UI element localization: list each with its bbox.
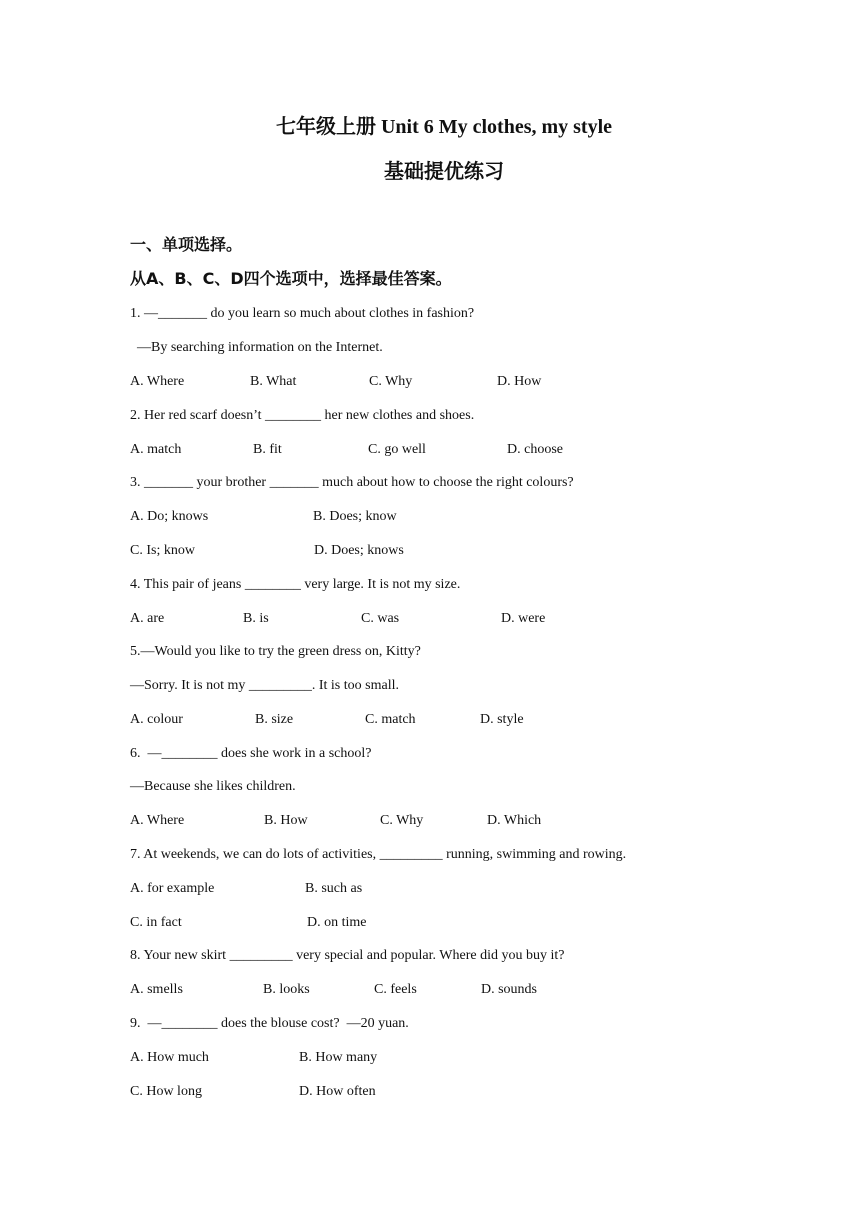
question-6-answer-line: —Because she likes children. — [130, 779, 296, 794]
option-c: C. Why — [380, 813, 424, 828]
question-9-options-row2 — [130, 1083, 830, 1101]
option-a: A. Where — [130, 374, 185, 389]
question-2-options — [130, 441, 830, 459]
option-c: C. in fact — [130, 915, 182, 930]
option-a: A. are — [130, 611, 165, 626]
option-b: B. size — [255, 712, 294, 727]
option-a: A. match — [130, 442, 182, 457]
question-1-stem: 1. —_______ do you learn so much about clothes in fashion? — [130, 306, 475, 321]
question-3-options-row2 — [130, 542, 830, 560]
option-c: C. match — [365, 712, 416, 727]
question-5-answer-line: —Sorry. It is not my _________. It is too small. — [130, 678, 399, 693]
option-d: D. Which — [487, 813, 542, 828]
option-b: B. How many — [299, 1050, 378, 1065]
option-c: C. Is; know — [130, 543, 195, 558]
option-b: B. is — [243, 611, 269, 626]
option-d: D. How — [497, 374, 542, 389]
option-b: B. How — [264, 813, 308, 828]
option-d: D. How often — [299, 1084, 376, 1099]
option-b: B. What — [250, 374, 297, 389]
question-9-options-row1 — [130, 1049, 830, 1067]
question-1-answer-line: —By searching information on the Internet. — [130, 340, 383, 355]
option-a: A. for example — [130, 881, 215, 896]
option-d: D. were — [501, 611, 546, 626]
option-a: A. smells — [130, 982, 183, 997]
question-1-options — [130, 373, 830, 391]
option-a: A. Do; knows — [130, 509, 209, 524]
question-4-options — [130, 610, 830, 628]
page-subtitle: 基础提优练习 — [384, 161, 504, 183]
page-title: 七年级上册 Unit 6 My clothes, my style — [275, 116, 613, 138]
question-8-options — [130, 981, 830, 999]
option-b: B. looks — [263, 982, 310, 997]
option-b: B. such as — [305, 881, 363, 896]
question-6-stem: 6. —________ does she work in a school? — [130, 746, 372, 761]
question-7-options-row1 — [130, 880, 830, 898]
option-c: C. feels — [374, 982, 417, 997]
option-d: D. Does; knows — [314, 543, 404, 558]
option-a: A. colour — [130, 712, 183, 727]
question-7-options-row2 — [130, 914, 830, 932]
option-d: D. sounds — [481, 982, 538, 997]
question-6-options — [130, 812, 830, 830]
option-c: C. How long — [130, 1084, 202, 1099]
question-3-options-row1 — [130, 508, 830, 526]
option-b: B. Does; know — [313, 509, 397, 524]
question-7-stem: 7. At weekends, we can do lots of activities, _________ running, swimming and rowing. — [130, 847, 627, 862]
option-c: C. was — [361, 611, 400, 626]
option-d: D. on time — [307, 915, 367, 930]
option-d: D. style — [480, 712, 524, 727]
option-d: D. choose — [507, 442, 563, 457]
option-c: C. go well — [368, 442, 426, 457]
option-b: B. fit — [253, 442, 282, 457]
question-5-options — [130, 711, 830, 729]
option-a: A. Where — [130, 813, 185, 828]
question-2-stem: 2. Her red scarf doesn’t ________ her new clothes and shoes. — [130, 408, 475, 423]
question-3-stem: 3. _______ your brother _______ much about how to choose the right colours? — [130, 475, 574, 490]
section-heading: 一、单项选择。 — [130, 235, 243, 254]
option-a: A. How much — [130, 1050, 209, 1065]
question-8-stem: 8. Your new skirt _________ very special and popular. Where did you buy it? — [130, 948, 565, 963]
question-4-stem: 4. This pair of jeans ________ very large. It is not my size. — [130, 577, 461, 592]
section-instruction: 从A、B、C、D四个选项中，选择最佳答案。 — [130, 269, 452, 288]
option-c: C. Why — [369, 374, 413, 389]
question-9-stem: 9. —________ does the blouse cost? —20 yuan. — [130, 1016, 409, 1031]
question-5-stem: 5.—Would you like to try the green dress on, Kitty? — [130, 644, 421, 659]
